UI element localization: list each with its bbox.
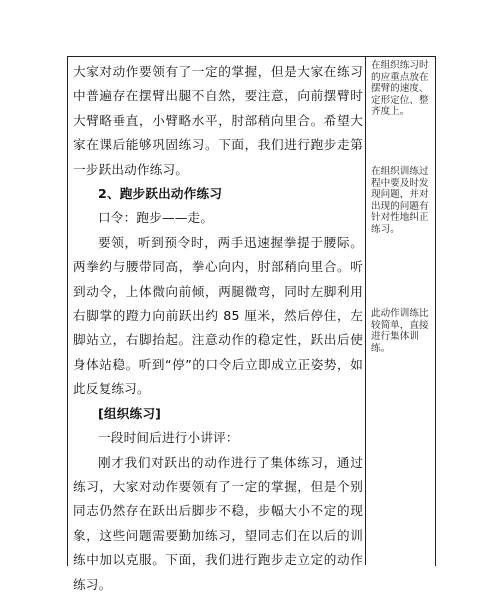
- paragraph-review: 刚才我们对跃出的动作进行了集体练习，通过练习，大家对动作要领有了一定的掌握，但是个别同志仍然存在跃出后脚步不稳，步幅大小不定的现象，这些问题需要勤加练习，望同志们在以后的训练中加以克服。下面，我们进行跑步走立定的动作练习。: [73, 454, 363, 592]
- organize-practice-heading: [组织练习]: [98, 405, 162, 421]
- side-note-1: 在组织练习时的应重点放在摆臂的速度、定形定位、整齐度上。: [371, 60, 429, 118]
- side-note-2: 在组织训练过程中要及时发现问题，并对出现的问题有针对性地纠正练习。: [371, 166, 429, 235]
- side-note-3: 此动作训练比较简单，直接进行集体训练。: [371, 308, 429, 354]
- paragraph-summary: 大家对动作要领有了一定的掌握，但是大家在练习中普遍存在摆臂出腿不自然，要注意，向前摆臂时大臂略垂直，小臂略水平，肘部稍向里合。希望大家在课后能够巩固练习。下面，我们进行跑步走第一步跃出动作练习。: [73, 64, 363, 177]
- main-content-column: [73, 60, 363, 597]
- column-divider: [365, 56, 366, 565]
- paragraph-essentials: 要领，听到预令时，两手迅速握拳提于腰际。两拳约与腰带同高，拳心向内，肘部稍向里合。听到动令，上体微向前倾，两腿微弯，同时左脚利用右脚掌的蹬力向前跃出约 85 厘米，然后停住，左脚站立，右脚抬起。注意动作的稳定性，跃出后使身体站稳。听到“停”的口令后立即成立正姿势，如此反复练习。: [73, 234, 363, 397]
- review-intro: 一段时间后进行小讲评：: [98, 430, 239, 446]
- section-heading: 2、跑步跃出动作练习: [98, 186, 223, 202]
- command-line: 口令：跑步——走。: [98, 210, 214, 226]
